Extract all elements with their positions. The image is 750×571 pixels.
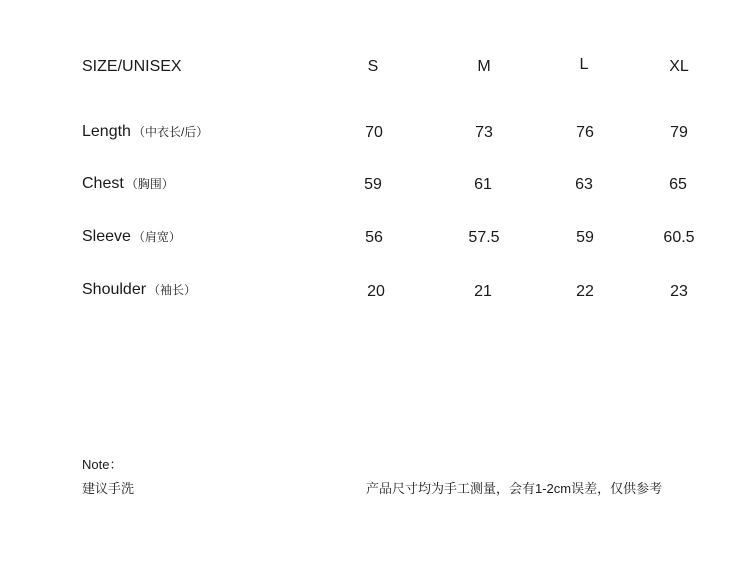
sleeve-l-value: 59 [576, 229, 594, 246]
row-label-cn: （袖长） [148, 283, 197, 297]
row-label-text: Sleeve [82, 228, 131, 245]
chest-xl-value: 65 [669, 176, 687, 193]
row-label-chest [82, 174, 174, 194]
size-header-xl: XL [669, 58, 689, 75]
length-s-value: 70 [365, 124, 383, 141]
note-title: Note： [82, 457, 123, 472]
sleeve-xl-value: 60.5 [663, 229, 695, 246]
note-disclaimer: 产品尺寸均为手工测量，会有1-2cm误差，仅供参考 [366, 481, 663, 496]
row-label-text: Length [82, 123, 131, 140]
size-header-l: L [579, 56, 589, 73]
shoulder-s-value: 20 [367, 283, 385, 300]
chest-l-value: 63 [575, 176, 593, 193]
note-wash-instruction: 建议手洗 [82, 481, 135, 496]
length-m-value: 73 [475, 124, 493, 141]
chest-s-value: 59 [364, 176, 382, 193]
length-xl-value: 79 [670, 124, 688, 141]
shoulder-m-value: 21 [474, 283, 492, 300]
row-label-sleeve [82, 227, 181, 247]
row-label-text: Shoulder [82, 281, 147, 298]
shoulder-xl-value: 23 [670, 283, 688, 300]
shoulder-l-value: 22 [576, 283, 594, 300]
row-label-cn: （胸围） [125, 177, 174, 191]
size-header-label: SIZE/UNISEX [82, 58, 182, 75]
length-l-value: 76 [576, 124, 594, 141]
row-label-text: Chest [82, 175, 124, 192]
sleeve-s-value: 56 [365, 229, 383, 246]
sleeve-m-value: 57.5 [468, 229, 500, 246]
row-label-cn: （中衣长/后） [132, 125, 209, 139]
chest-m-value: 61 [474, 176, 492, 193]
row-label-length [82, 122, 208, 142]
size-header-m: M [477, 58, 491, 75]
size-header-s: S [367, 58, 379, 75]
row-label-shoulder [82, 280, 196, 300]
row-label-cn: （肩宽） [132, 230, 181, 244]
